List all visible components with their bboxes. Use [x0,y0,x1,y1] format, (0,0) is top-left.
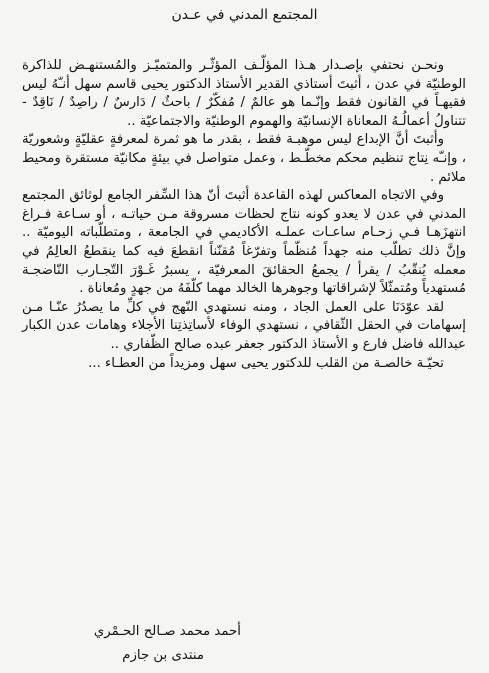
document-body [22,57,466,373]
signature-forum: منتدى بن جازم [122,648,204,663]
document-title: المجتمع المدني في عـدن [171,7,318,23]
paragraph-3: وفي الاتجاه المعاكس لهذه القاعدة أثبتَ أنّ هذا السِّفر الجامع لوثائق المجتمع المدني في عدن لا يعدو كونه نتاج لحظات مسروقة مـن حياتـه ، أو سـاعة فـراغ انتهزَهـا فـي زحـام ساعـات عملـه الأكاديمي في الجامعة ، ومتطلّباته اليوميّة .. وإنَّ ذلك تطلّب منه جهداً مُنظّماً وتفرّغاً مُقنّناً انقطعَ فيه كما ينقطعُ العالِمُ في معمله يُنقّبُ / يقرأ / يجمعُ الحقائقَ المعرفيّة ، يسبرُ غَـوْرَ التّجـارب النّاضجـة مُستهدياً ومُتمثّلاً لإشراقاتها وجوهرها الخالد مهما كلّفَهُ من جهدٍ ومُعاناة . [22,188,466,297]
paragraph-2: وأثبتَ أنَّ الإبداع ليس موهبـة فقط ، بقدر ما هو ثمرة لمعرفةٍ عقليّةٍ وشعوريّة ، وإنـّه نِتاج تنظيم محكم مخطّـط ، وعمل متواصل في بيئةٍ مكانيّة مستقرة ومحيط ملائم . [22,132,466,185]
paragraph-4: لقد عوّدَنَا على العمل الجاد ، ومنه نستهدي النّهج في كلِّ ما يصدُرُ عنّـا مـن إسهامات في الحقل الثّقافي ، نستهدي الوفاء لأساتِذتِنا الأجلاء وهامات عدن الكبار عبدالله فاضل فارع و الأستاذ الدكتور جعفر عبده صالح الظّفاري .. [22,299,466,352]
paragraph-1: ونحـن نحتفي بإصـدار هـذا المؤلّـف المؤثّـر والمتميّـز والمُستنهـض للذاكرة الوطنيّة في عدن ، أثبتَ أستاذي القدير الأستاذ الدكتور يحيى قاسم سهل أنـّهُ ليس فقيهـاً في القانون فقط وإنّـما هو عالمٌ / مُفكّرٌ / باحثٌ / دَارسٌ / راصِدٌ / نَاقِدٌ - تتناولُ أعمالُـهُ المعاناة الإنسانيّة والهموم الوطنيّة والاجتماعيّة .. [22,58,466,129]
paragraph-5: تحيّـة خالصـة من القلب للدكتور يحيى سهل ومزيداً من العطـاء ... [88,355,444,371]
signature-name: أحمد محمد صـالح الحـمْري [93,624,241,639]
